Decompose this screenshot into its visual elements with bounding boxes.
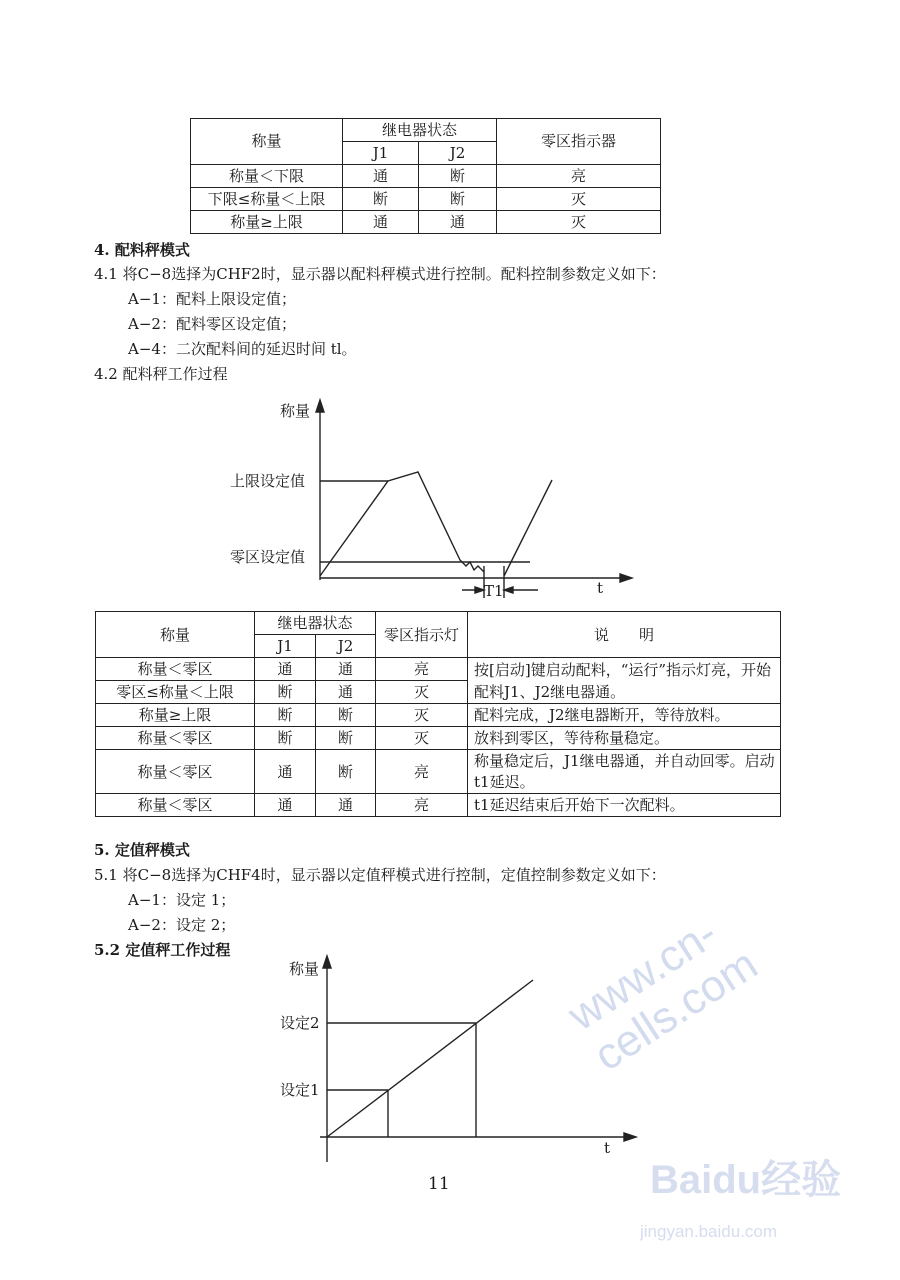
cell: 称量＜零区 xyxy=(96,727,255,750)
cell: 断 xyxy=(316,727,376,750)
param-a2: A−2：设定 2； xyxy=(128,916,236,934)
weight-curve xyxy=(320,472,484,576)
table-row xyxy=(96,750,781,794)
cell: 零区≤称量＜上限 xyxy=(96,681,255,704)
header-j1: J1 xyxy=(255,635,316,658)
t1-label: T1 xyxy=(484,582,504,600)
cell: 断 xyxy=(419,188,497,211)
header-zero: 零区指示器 xyxy=(497,119,661,165)
weight-line xyxy=(327,980,533,1137)
param-a1: A−1：设定 1； xyxy=(128,891,236,909)
cell: 灭 xyxy=(376,704,468,727)
table-row xyxy=(96,727,781,750)
cell: 称量≥上限 xyxy=(96,704,255,727)
y-axis-arrow xyxy=(323,956,331,968)
cell: 通 xyxy=(343,165,419,188)
cell: 通 xyxy=(255,750,316,794)
x-axis-label: t xyxy=(604,1139,611,1157)
cell: 亮 xyxy=(376,750,468,794)
table-row xyxy=(96,794,781,817)
section-5-title: 5. 定值秤模式 xyxy=(94,841,190,859)
header-relay: 继电器状态 xyxy=(255,612,376,635)
watermark-url: jingyan.baidu.com xyxy=(640,1222,778,1241)
cell: 断 xyxy=(316,704,376,727)
zero-limit-label: 零区设定值 xyxy=(230,548,306,566)
cell: 灭 xyxy=(376,681,468,704)
cell: 断 xyxy=(255,681,316,704)
cell: 通 xyxy=(419,211,497,234)
relay-table-1 xyxy=(190,118,661,234)
x-axis-arrow xyxy=(624,1133,636,1141)
cell: 灭 xyxy=(376,727,468,750)
table-row xyxy=(96,658,781,681)
cell: 断 xyxy=(343,188,419,211)
cell: 称量稳定后，J1继电器通，并自动回零。启动t1延迟。 xyxy=(468,750,781,794)
upper-limit-label: 上限设定值 xyxy=(230,472,306,490)
x-axis-arrow xyxy=(620,574,632,582)
cell: 通 xyxy=(316,658,376,681)
paragraph-5-2: 5.2 定值秤工作过程 xyxy=(94,941,231,959)
header-weight: 称量 xyxy=(191,119,343,165)
cell: 通 xyxy=(316,681,376,704)
header-j1: J1 xyxy=(343,142,419,165)
cell: 通 xyxy=(316,794,376,817)
cell: 断 xyxy=(255,704,316,727)
watermark-site: www.cn-cells.com xyxy=(559,908,767,1081)
cell: 灭 xyxy=(497,188,661,211)
table-row xyxy=(191,165,661,188)
param-a1: A−1：配料上限设定值； xyxy=(128,290,296,308)
param-a4: A−4：二次配料间的延迟时间 tl。 xyxy=(128,340,357,358)
table-row xyxy=(96,704,781,727)
paragraph-5-1: 5.1 将C−8选择为CHF4时，显示器以定值秤模式进行控制，定值控制参数定义如下： xyxy=(94,866,666,884)
set2-label: 设定2 xyxy=(280,1014,320,1032)
cell: 通 xyxy=(255,794,316,817)
cell: 亮 xyxy=(376,658,468,681)
header-weight: 称量 xyxy=(96,612,255,658)
page-number: 11 xyxy=(428,1174,450,1194)
cell: 称量＜零区 xyxy=(96,750,255,794)
baidu-logo: Baidu经验 xyxy=(650,1158,842,1202)
cell: 通 xyxy=(343,211,419,234)
cell: 称量＜零区 xyxy=(96,794,255,817)
header-desc: 说 明 xyxy=(468,612,781,658)
cell: 断 xyxy=(255,727,316,750)
x-axis-label: t xyxy=(597,579,604,597)
paragraph-4-2: 4.2 配料秤工作过程 xyxy=(94,365,228,383)
batching-process-diagram xyxy=(0,390,900,610)
paragraph-4-1: 4.1 将C−8选择为CHF2时，显示器以配料秤模式进行控制。配料控制参数定义如下： xyxy=(94,265,666,283)
y-axis-label: 称量 xyxy=(289,960,320,978)
cell: 配料完成，J2继电器断开，等待放料。 xyxy=(468,704,781,727)
cell: 通 xyxy=(255,658,316,681)
y-axis-arrow xyxy=(316,400,324,412)
cell: 亮 xyxy=(376,794,468,817)
cell: 亮 xyxy=(497,165,661,188)
table-row xyxy=(191,211,661,234)
relay-table-2 xyxy=(95,611,781,817)
header-j2: J2 xyxy=(419,142,497,165)
cell: 称量＜零区 xyxy=(96,658,255,681)
cell: t1延迟结束后开始下一次配料。 xyxy=(468,794,781,817)
cell: 按[启动]键启动配料，“运行”指示灯亮，开始配料J1、J2继电器通。 xyxy=(468,658,781,704)
cell: 称量＜下限 xyxy=(191,165,343,188)
section-4-title: 4. 配料秤模式 xyxy=(94,241,190,259)
y-axis-label: 称量 xyxy=(280,402,311,420)
header-zero: 零区指示灯 xyxy=(376,612,468,658)
table-row xyxy=(191,188,661,211)
cell: 灭 xyxy=(497,211,661,234)
cell: 放料到零区，等待称量稳定。 xyxy=(468,727,781,750)
cell: 称量≥上限 xyxy=(191,211,343,234)
cell: 下限≤称量＜上限 xyxy=(191,188,343,211)
set1-label: 设定1 xyxy=(280,1081,320,1099)
header-j2: J2 xyxy=(316,635,376,658)
cell: 断 xyxy=(419,165,497,188)
fixed-value-process-diagram xyxy=(0,950,900,1170)
cell: 断 xyxy=(316,750,376,794)
param-a2: A−2：配料零区设定值； xyxy=(128,315,296,333)
header-relay: 继电器状态 xyxy=(343,119,497,142)
